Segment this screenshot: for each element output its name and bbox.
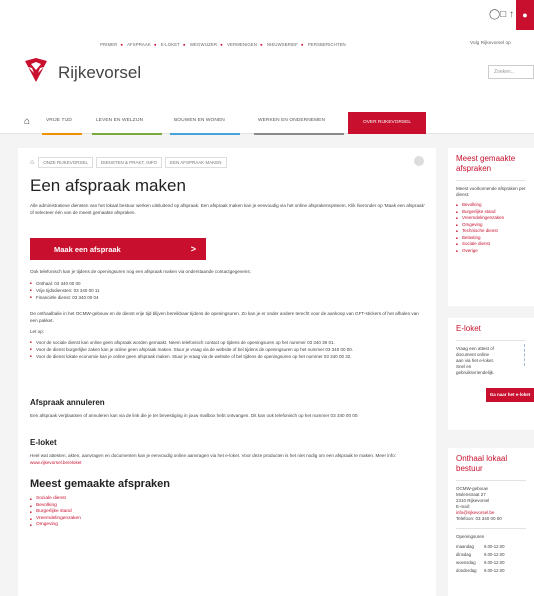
appointment-link[interactable]: ■ Omgeving (30, 522, 81, 529)
note-item: ■ Voor de dienst burgerlijke zaken kan je online geen afspraak maken. Stuur je vraag via de website of bel tijdens de openingsuren op het nummer 03 340 00 00. (30, 346, 430, 353)
eloket-illustration-icon (524, 344, 534, 366)
site-header (0, 30, 534, 112)
cancel-text: Een afspraak verplaatsen of annuleren kan via de link die je ter bevestiging in jouw mailbox hebt ontvangen. Dit kan ook telefonisch op het nummer 03 340 00 00. (30, 413, 359, 418)
hours-table (448, 540, 534, 578)
table-row: donderdag 9.00-12.00 (456, 568, 505, 573)
sidebar-link[interactable]: ■ Technische dienst (456, 228, 526, 235)
nav-item-bouwen-wonen[interactable]: BOUWEN EN WONEN (174, 118, 225, 123)
follow-link[interactable]: Volg Rijkevorsel op (470, 41, 511, 46)
breadcrumb (30, 156, 230, 168)
appointment-link[interactable]: ■ Bevolking (30, 503, 81, 510)
main-content (18, 148, 436, 596)
nav-item-leven-welzijn[interactable]: LEVEN EN WELZIJN (96, 118, 144, 123)
eloket-button[interactable]: Ga naar het e-loket (486, 388, 534, 402)
breadcrumb-item[interactable]: ONZE RIJKEVORSEL (38, 157, 93, 168)
eloket-text: Heel wat attesten, akten, aanvragen en documenten kan je eenvoudig online aanvragen via het e-loket. Voor deze producten is het niet nodig om een afspraak te maken. Meer info: www.rijkevorsel.be/eloket (30, 453, 396, 465)
email-link[interactable]: info@rijkevorsel.be (456, 510, 495, 515)
intro-text: Alle administratieve diensten van het lokaal bestuur werken uitsluitend op afspraak. Een afspraak maken kan je eenvoudig via het online afsprakensysteem. Klik hieronder op 'Maak een afspraak' of selecteer één van de meest gemaakte afspraken. (30, 203, 425, 215)
util-nav-item[interactable]: PERSBERICHTEN (307, 42, 346, 47)
appointment-link[interactable]: ■ Sociale dienst (30, 496, 81, 503)
hours-title: Openingsuren (456, 534, 485, 539)
section-heading: E-loket (30, 438, 57, 447)
section-heading: Meest gemaakte afspraken (30, 478, 171, 490)
note-label: Let op: (30, 329, 45, 334)
print-icon[interactable] (414, 156, 424, 166)
sidebar-link[interactable]: ■ Sociale dienst (456, 241, 526, 248)
page-title: Een afspraak maken (30, 176, 186, 195)
table-row: woensdag 9.00-12.00 (456, 560, 505, 565)
sidebar-contact (448, 448, 534, 596)
appointment-link[interactable]: ■ Vreemdelingenzaken (30, 516, 81, 523)
sidebar-link[interactable]: ■ Burgerlijke stand (456, 209, 526, 216)
language-flag-icon[interactable]: ● (516, 0, 534, 30)
browser-top-strip (0, 0, 534, 30)
util-nav-item[interactable]: NIEUWSBRIEF (266, 42, 298, 47)
note-item: ■ Voor de dienst lokale economie kan je online geen afspraak maken. Stuur je vraag via de website of bel tijdens de openingsuren op het nummer 03 340 00 32. (30, 353, 430, 360)
nav-item-werken-ondernemen[interactable]: WERKEN EN ONDERNEMEN (258, 118, 326, 123)
nav-item-over-rijkevorsel[interactable]: OVER RIJKEVORSEL (348, 112, 426, 134)
sidebar-eloket (448, 318, 534, 430)
phone-item: ■ Vrije tijdsdiensten: 03 340 00 11 (30, 287, 430, 294)
section-heading: Afspraak annuleren (30, 398, 105, 407)
sidebar-most-made (448, 148, 534, 306)
util-nav-item[interactable]: E-LOKET (160, 42, 180, 47)
phone-item: ■ Onthaal: 03 340 00 00 (30, 280, 430, 287)
table-row: dinsdag 9.00-12.00 (456, 552, 505, 557)
sidebar-link[interactable]: ■ Belasting (456, 235, 526, 242)
table-row: maandag 9.00-12.00 (456, 544, 505, 549)
util-nav-item[interactable]: WEGWIJZER (189, 42, 218, 47)
sidebar-link[interactable]: ■ Omgeving (456, 222, 526, 229)
contact-address: OCMW-gebouw Molenstraat 27 2310 Rijkevorsel E-mail: info@rijkevorsel.be Telefoon: 03 340 00 00 (448, 481, 534, 522)
search-input[interactable]: Zoeken... (488, 65, 534, 79)
info-paragraph: De onthaalbalie in het OCMW-gebouw en de dienst vrije tijd blijven bereikbaar tijdens de openingsuren. Zo kan je er onder andere terecht voor de aankoop van GFT-stickers of het afhalen van een pakket. (30, 311, 419, 323)
sidebar-link[interactable]: ■ Overige (456, 248, 526, 255)
breadcrumb-home-icon[interactable]: ⌂ (30, 158, 35, 166)
cta-label: Maak een afspraak (54, 245, 121, 254)
sidebar-title: Meest gemaakte afspraken (456, 154, 516, 173)
main-nav (0, 112, 534, 134)
utility-nav: PRIMER ● AFSPRAAK ● E-LOKET ● WEGWIJZER ● VERMENIGEN ● NIEUWSBRIEF ● PERSBERICHTEN (100, 42, 346, 47)
util-nav-item[interactable]: AFSPRAAK (127, 42, 151, 47)
sidebar-title: E-loket (456, 324, 481, 333)
make-appointment-button[interactable] (30, 238, 206, 260)
sidebar-subtitle: Meest voorkomende afspraken per dienst: (456, 186, 526, 197)
util-nav-item[interactable]: VERMENIGEN (227, 42, 257, 47)
sidebar-link[interactable]: ■ Vreemdelingenzaken (456, 215, 526, 222)
sidebar-text: Vraag een attest of document online aan via het e-loket. Snel en gebruiksvriendelijk. (456, 346, 495, 375)
home-icon[interactable]: ⌂ (24, 116, 31, 127)
appointment-link[interactable]: ■ Burgerlijke stand (30, 509, 81, 516)
breadcrumb-item[interactable]: DIENSTEN & PRAKT. INFO (96, 157, 162, 168)
breadcrumb-item[interactable]: EEN AFSPRAAK MAKEN (165, 157, 227, 168)
sidebar-title: Onthaal lokaal bestuur (456, 454, 508, 473)
nav-item-vrije-tijd[interactable]: VRIJE TIJD (46, 118, 72, 123)
sidebar-link[interactable]: ■ Bevolking (456, 202, 526, 209)
note-item: ■ Voor de sociale dienst kan online geen afspraak worden gemaakt. Neem telefonisch contact op tijdens de openingsuren op het nummer 03 340 39 01. (30, 339, 430, 346)
phone-item: ■ Financiële dienst: 03 340 00 04 (30, 294, 430, 301)
chevron-right-icon: > (190, 244, 196, 254)
brand-name[interactable]: Rijkevorsel (58, 63, 142, 82)
notes-list (30, 339, 430, 360)
sidebar-list (448, 198, 534, 254)
rijkevorsel-logo-icon[interactable] (22, 56, 50, 84)
phone-intro: Ook telefonisch kan je tijdens de openingsuren nog een afspraak maken via onderstaande contactgegevens: (30, 269, 251, 274)
most-made-list (30, 496, 81, 529)
eloket-link[interactable]: www.rijkevorsel.be/eloket (30, 460, 82, 465)
share-icon[interactable]: ◯□ ↑ (488, 9, 514, 20)
phone-list (30, 280, 430, 301)
util-nav-item[interactable]: PRIMER (100, 42, 118, 47)
